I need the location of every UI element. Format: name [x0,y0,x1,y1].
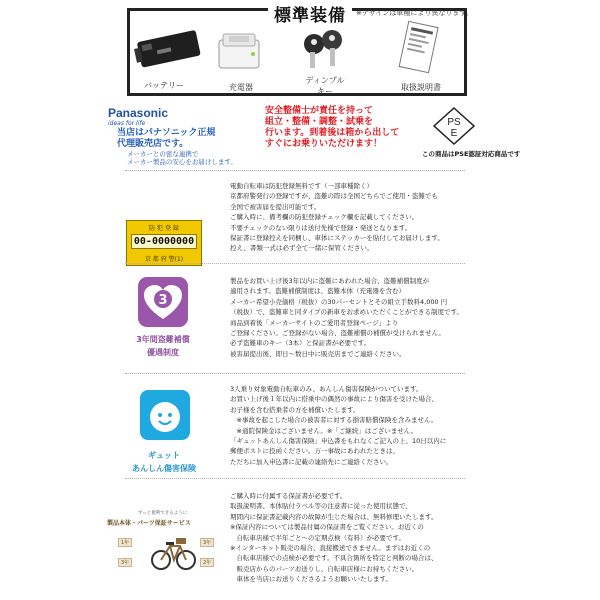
theft-line: ご登録ください。ご登録がない場合、盗難補償の補償が受けられません。 [230,329,445,338]
divider [125,373,465,374]
insurance-line: ※事故を起こした場合の被害者に対する損害賠償保険を含みません。 [230,416,438,425]
theft-caption-line1: 3年間盗難補償 [136,335,190,344]
dealer-heading-line2: 代理販売店です。 [117,139,189,149]
theft-line: 製品をお買い上げ後3年以内に盗難にあわれた場合、盗難補償制度が [230,277,430,285]
panasonic-logo: Panasonic [108,106,169,120]
warranty-line: 販売店からのパーツお送りし、自転車店様にお持ちください。 [230,564,419,573]
manual-icon [395,20,441,80]
assembly-notice-line3: 行います。到着後は箱から出して [265,128,400,138]
registration-line: 全国で被害届を提出可能です。 [230,202,321,211]
warranty-chip: 2年 [200,558,214,567]
assembly-notice [265,106,405,150]
assembly-notice-line2: 組立・整備・調整・試乗を [265,117,374,127]
heart-icon [138,277,188,327]
warranty-line: 自転車店様で半年ごと～の定期点検（有料）が必要です。 [230,533,405,542]
theft-badge [138,277,188,327]
bicycle-icon [150,528,196,574]
warranty-line: ※保証内容については製品付属の保証書をご覧ください。お近くの [230,523,424,532]
insurance-line: 「ギュットあんしん傷害保険」申込書をもれなくご記入の上、10日以内に [230,437,447,446]
insurance-caption [124,449,204,475]
insurance-line: お子様を含む搭乗者の方を補償いたします。 [230,405,360,414]
dimple-key-icon [300,26,350,72]
warranty-line: 車体を当店にお送りくださるようお願いいたします。 [230,575,392,584]
registration-card [126,220,202,266]
insurance-line: ただちに加入申込書に記載の連絡先にご連絡ください。 [230,457,393,466]
dimple-key-label [299,75,351,97]
pse-mark-bottom: E [450,128,458,139]
standard-equipment-note: ※デザインは車種により異なります。 [356,9,473,17]
charger-icon [215,28,265,76]
assembly-notice-line4: すぐにお乗りいただけます！ [265,139,383,149]
theft-caption-line2: 優遇制度 [147,348,179,357]
manual-label: 取扱説明書 [401,83,441,92]
dealer-heading [117,128,215,150]
insurance-caption-line2: あんしん傷害保険 [132,464,196,473]
insurance-line: 3人乗り対象電動自転車のみ、あんしん傷害保険がついています。 [230,385,423,393]
theft-line: 適用されます。盗難補償制度は、盗難本体（充電器を含む） [230,287,405,296]
registration-line: 電動自転車は防犯登録無料です（一部車種除く） [230,182,373,190]
dealer-subtext-line2: メーカー製品の安心をお届けします。 [127,158,237,166]
insurance-caption-line1: ギュット [148,451,180,460]
standard-equipment-title: 標準装備 [268,1,352,26]
warranty-text [230,491,437,585]
dealer-subtext-line1: メーカーとの密な連携で [127,150,199,158]
warranty-line: 取扱説明書、本体貼付ラベル等の注意書に従った使用状態で、 [230,502,412,511]
insurance-line: 郵便ポストに投函ください。万一事故にあわれたときは、 [230,447,399,456]
warranty-brochure-title: 製品本体・パーツ保証サービス [107,520,191,527]
warranty-chip: 3年 [118,558,132,567]
dealer-heading-line1: 当店はパナソニック正規 [117,128,216,138]
divider [125,263,465,264]
registration-line: 不要チェックのない限りは送付先様で登録・発送となります。 [230,223,412,232]
registration-card-number: 00-0000000 [131,234,197,249]
theft-line: 被害届提出後、即日～数日中に販売店までご連絡ください。 [230,349,406,358]
insurance-text [230,384,446,467]
warranty-line: ご購入時に付属する保証書が必要です。 [230,492,347,500]
pse-mark-top: PS [447,117,461,128]
registration-line: 保証書に登録控えを同梱し、車体にステッカーを貼付してお届けします。 [230,234,444,243]
theft-line: メーカー希望小売価格（税抜）の30パーセントとその組立手数料4,000 円 [230,297,448,306]
pse-note: この商品はPSE認証対応商品です [422,150,521,158]
theft-line: 商品到着後「メーカーサイトのご愛用者登録ページ」より [230,318,399,327]
panasonic-tagline: ideas for life [108,120,146,127]
child-face-icon [140,390,190,440]
pse-mark-icon [432,106,476,146]
registration-text [230,181,444,254]
registration-card-title: 防 犯 登 録 [149,225,179,232]
battery-label: バッテリー [144,81,184,90]
registration-line: 控え、書類一式は必ず全て一緒に保管ください。 [230,244,374,253]
divider [125,170,465,171]
theft-badge-number: 3 [158,293,168,308]
theft-line: 必ず盗難車のキー（3本）と保証書が必要です。 [230,339,371,348]
warranty-brochure-top: ずっと便利できるように [138,511,188,516]
dealer-subtext [127,150,237,166]
warranty-line: ※インターネット販売の場合、直接搬送できません。まずはお近くの [230,544,431,553]
theft-text [230,276,463,359]
insurance-line: ※通院保険金はございません。※「ご継続」はございません。 [230,426,418,435]
warranty-chip: 1年 [118,538,132,547]
theft-caption [128,333,198,359]
registration-line: 京都府警発行の登録ですが、盗難の際は全国どちらでご使用・盗難でも [230,192,438,201]
theft-line: （税抜）で、盗難車と同タイプの新車をお求めいただくことができる制度です。 [230,308,464,317]
divider [125,478,465,479]
dimple-key-label-line1: ディンプル [305,76,345,85]
charger-label: 充電器 [229,83,253,92]
battery-icon [133,24,203,76]
registration-card-footer: 京 都 府 警(1) [144,256,184,263]
warranty-line: 自転車店様での点検が必要です。不具合箇所を特定と判断の場合は、 [230,554,438,563]
warranty-chip: 3年 [200,538,214,547]
warranty-line: 期間内に保証書記載内容の故障が生じた場合は、無料修理いたします。 [230,512,438,521]
assembly-notice-line1: 安全整備士が責任を持って [265,106,374,116]
dimple-key-label-line2: キー [317,87,333,96]
insurance-line: お買い上げ後１年以内に搭乗中の偶然の事故により傷害を受けた場合、 [230,395,438,404]
insurance-badge [140,390,190,440]
registration-line: ご購入時に、備考欄の防犯登録チェック欄を記載してください。 [230,213,419,222]
